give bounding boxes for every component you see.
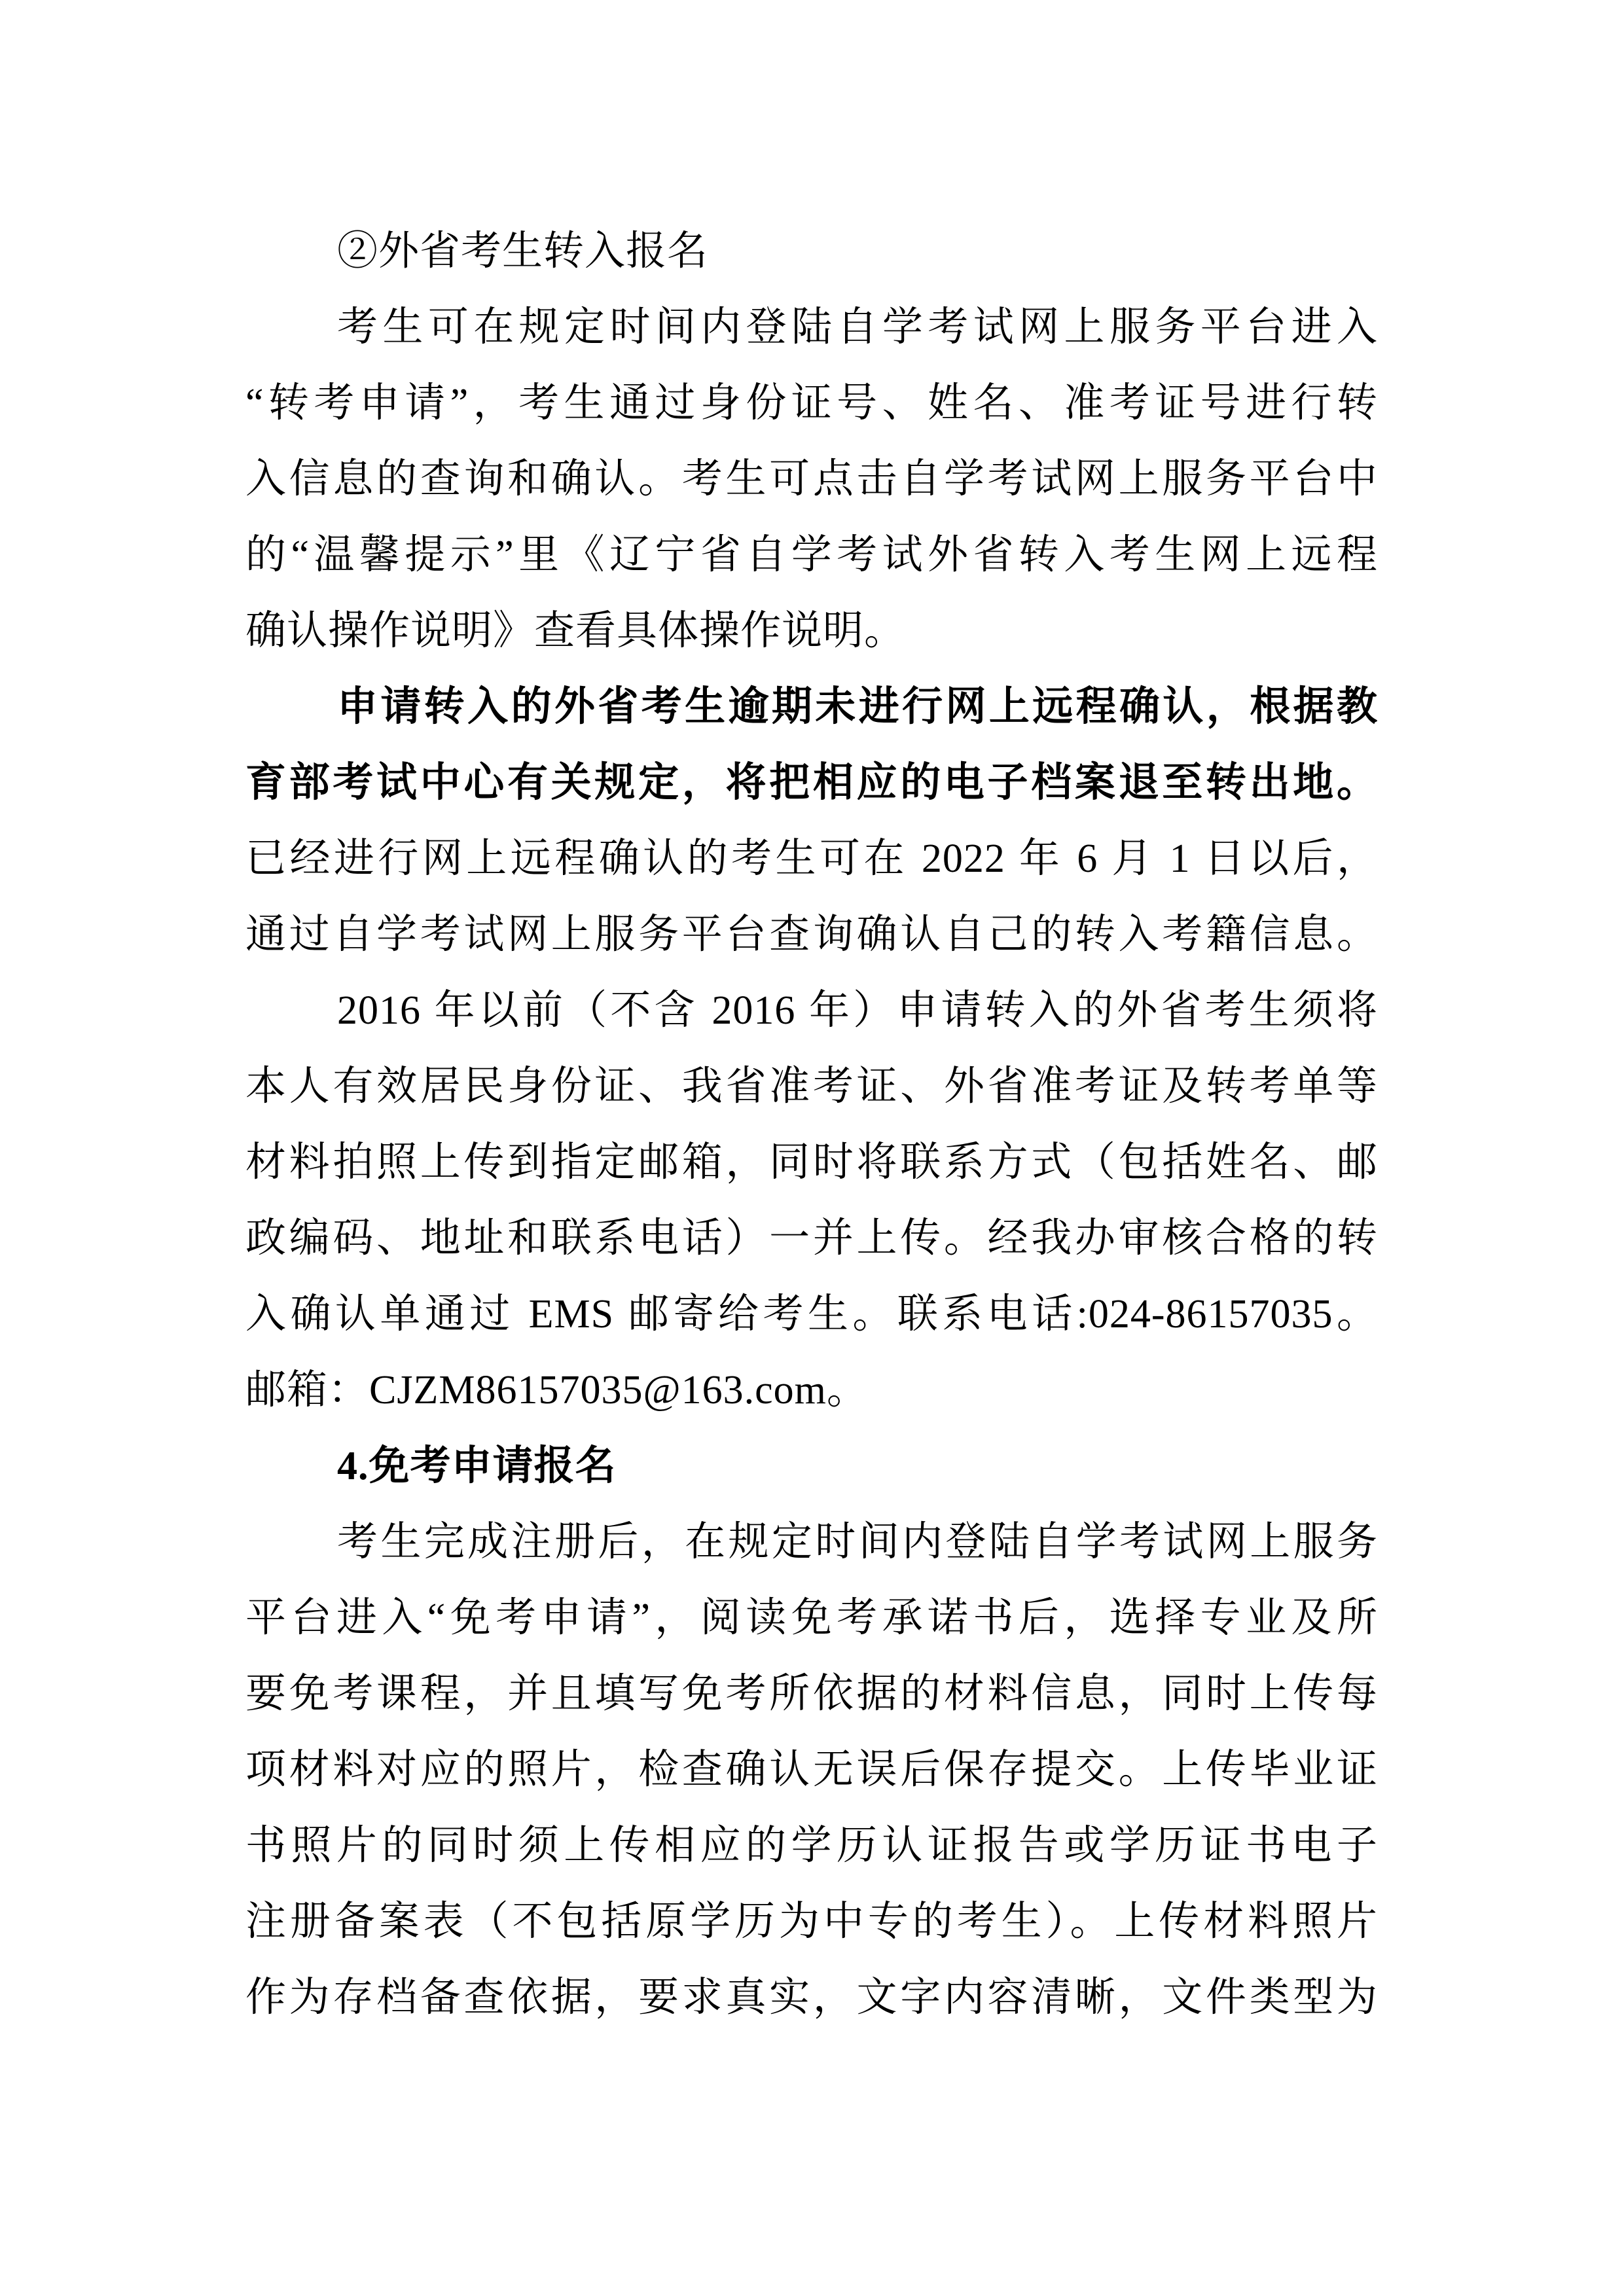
text-line: 申请转入的外省考生逾期未进行网上远程确认，根据教 (337, 685, 1378, 729)
text-line: 育部考试中心有关规定，将把相应的电子档案退至转出地。 (245, 761, 1378, 805)
text-line: 入信息的查询和确认。考生可点击自学考试网上服务平台中 (245, 457, 1378, 501)
text-line: 通过自学考试网上服务平台查询确认自己的转入考籍信息。 (245, 912, 1378, 957)
text-line: 邮箱：CJZM86157035@163.com。 (245, 1368, 868, 1412)
text-line: 确认操作说明》查看具体操作说明。 (245, 609, 906, 653)
text-line: 项材料对应的照片，检查确认无误后保存提交。上传毕业证 (245, 1748, 1378, 1792)
text-line: 入确认单通过 EMS 邮寄给考生。联系电话:024-86157035。 (245, 1292, 1378, 1336)
text-line: ②外省考生转入报名 (337, 229, 709, 274)
text-line: 作为存档备查依据，要求真实，文字内容清晰，文件类型为 (245, 1975, 1378, 2020)
text-line: 材料拍照上传到指定邮箱，同时将联系方式（包括姓名、邮 (245, 1140, 1378, 1185)
text-line: 书照片的同时须上传相应的学历认证报告或学历证书电子 (245, 1823, 1378, 1868)
text-line: 政编码、地址和联系电话）一并上传。经我办审核合格的转 (245, 1216, 1378, 1261)
text-line: 注册备案表（不包括原学历为中专的考生）。上传材料照片 (245, 1899, 1378, 1944)
text-line: 的“温馨提示”里《辽宁省自学考试外省转入考生网上远程 (245, 533, 1378, 577)
text-line: 本人有效居民身份证、我省准考证、外省准考证及转考单等 (245, 1064, 1378, 1109)
document-text-block (245, 213, 1378, 2036)
text-line: “转考申请”，考生通过身份证号、姓名、准考证号进行转 (245, 381, 1378, 425)
text-line: 平台进入“免考申请”，阅读免考承诺书后，选择专业及所 (245, 1596, 1378, 1640)
text-line: 已经进行网上远程确认的考生可在 2022 年 6 月 1 日以后， (245, 836, 1378, 881)
text-line: 4.免考申请报名 (337, 1444, 617, 1488)
text-line: 考生可在规定时间内登陆自学考试网上服务平台进入 (337, 305, 1378, 350)
text-line: 考生完成注册后，在规定时间内登陆自学考试网上服务 (337, 1520, 1378, 1564)
text-line: 2016 年以前（不含 2016 年）申请转入的外省考生须将 (337, 988, 1378, 1033)
text-line: 要免考课程，并且填写免考所依据的材料信息，同时上传每 (245, 1672, 1378, 1716)
